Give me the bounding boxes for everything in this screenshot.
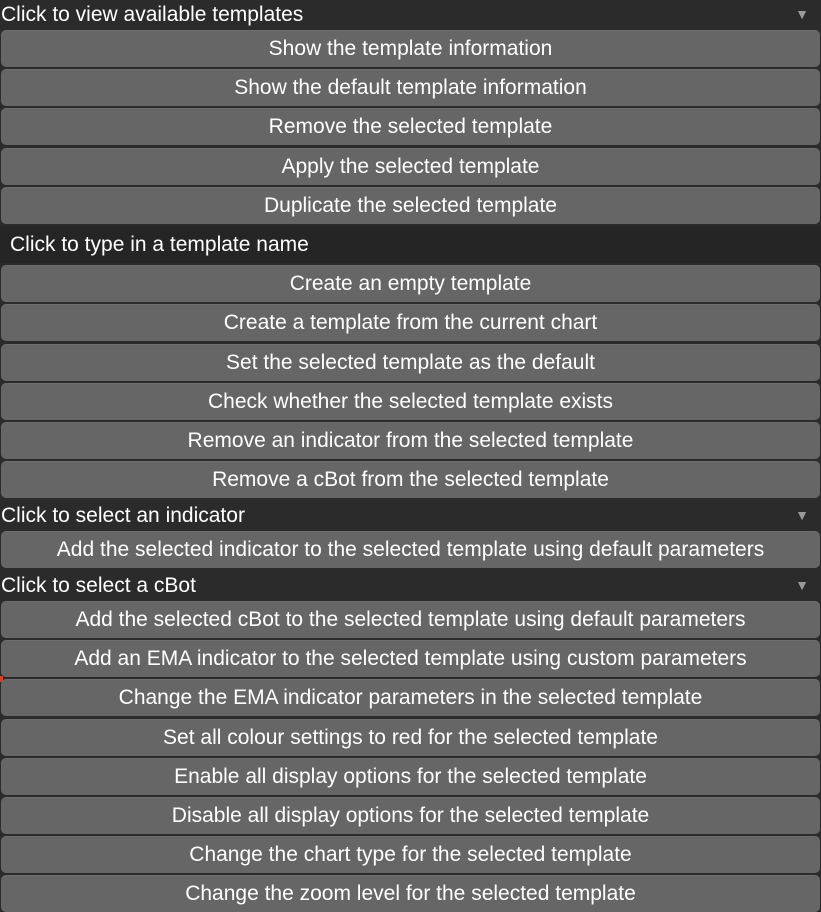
create-empty-template-button[interactable]: Create an empty template (1, 265, 820, 302)
disable-display-options-button[interactable]: Disable all display options for the selected template (1, 797, 820, 834)
duplicate-template-button[interactable]: Duplicate the selected template (1, 187, 820, 224)
remove-template-button[interactable]: Remove the selected template (1, 108, 820, 145)
cbot-dropdown[interactable] (0, 571, 821, 600)
chevron-down-icon: ▼ (795, 507, 809, 523)
change-zoom-level-button[interactable]: Change the zoom level for the selected template (1, 875, 820, 912)
remove-indicator-button[interactable]: Remove an indicator from the selected template (1, 422, 820, 459)
templates-dropdown[interactable] (0, 0, 821, 29)
chevron-down-icon: ▼ (795, 577, 809, 593)
show-template-info-button[interactable]: Show the template information (1, 30, 820, 67)
set-colours-red-button[interactable]: Set all colour settings to red for the selected template (1, 719, 820, 756)
templates-dropdown-label: Click to view available templates (1, 3, 304, 26)
template-name-input[interactable] (0, 226, 821, 263)
remove-cbot-button[interactable]: Remove a cBot from the selected template (1, 461, 820, 498)
add-ema-indicator-button[interactable]: Add an EMA indicator to the selected template using custom parameters (1, 640, 820, 677)
template-name-placeholder: Click to type in a template name (10, 233, 309, 256)
change-chart-type-button[interactable]: Change the chart type for the selected template (1, 836, 820, 873)
indicator-dropdown[interactable] (0, 501, 821, 530)
add-cbot-button[interactable]: Add the selected cBot to the selected template using default parameters (1, 601, 820, 638)
apply-template-button[interactable]: Apply the selected template (1, 148, 820, 185)
change-ema-parameters-button[interactable]: Change the EMA indicator parameters in the selected template (1, 679, 820, 716)
show-default-template-info-button[interactable]: Show the default template information (1, 69, 820, 106)
enable-display-options-button[interactable]: Enable all display options for the selected template (1, 758, 820, 795)
set-default-template-button[interactable]: Set the selected template as the default (1, 344, 820, 381)
cbot-dropdown-label: Click to select a cBot (1, 574, 196, 597)
indicator-dropdown-label: Click to select an indicator (1, 504, 245, 527)
chevron-down-icon: ▼ (795, 6, 809, 22)
create-template-from-chart-button[interactable]: Create a template from the current chart (1, 304, 820, 341)
check-template-exists-button[interactable]: Check whether the selected template exists (1, 383, 820, 420)
add-indicator-button[interactable]: Add the selected indicator to the selected template using default parameters (1, 531, 820, 568)
